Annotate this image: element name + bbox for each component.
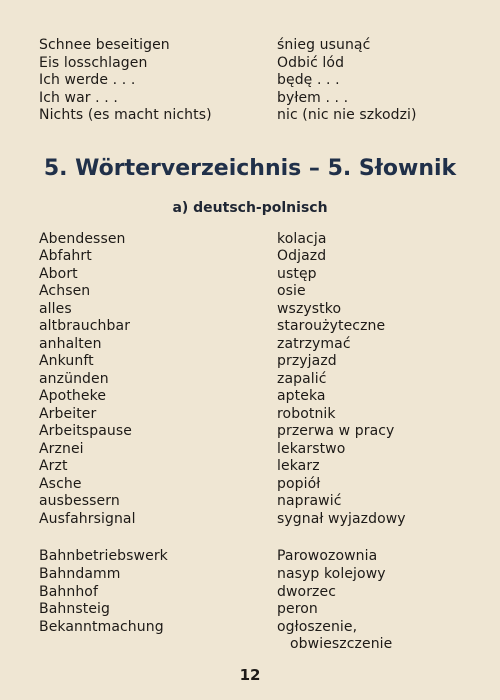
german-word: Achsen	[39, 283, 91, 299]
german-word: anhalten	[39, 336, 102, 352]
polish-word: zapalić	[277, 371, 327, 387]
polish-word: starоużyteczne	[277, 318, 386, 334]
vocab-row	[0, 301, 500, 318]
polish-word: apteka	[277, 388, 326, 404]
vocab-row	[0, 619, 500, 636]
vocab-row	[0, 441, 500, 458]
german-word: anzünden	[39, 371, 109, 387]
phrase-row	[0, 107, 500, 124]
vocab-row	[0, 266, 500, 283]
section-title: 5. Wörterverzeichnis – 5. Słownik	[43, 156, 457, 181]
vocab-row	[0, 601, 500, 618]
phrase-row	[0, 55, 500, 72]
german-word: Abendessen	[39, 231, 126, 247]
phrase-row	[0, 90, 500, 107]
polish-word: naprawić	[277, 493, 342, 509]
german-word: Bahnsteig	[39, 601, 111, 617]
polish-word: sygnał wyjazdowy	[277, 511, 406, 527]
vocab-row	[0, 388, 500, 405]
polish-word: robotnik	[277, 406, 336, 422]
polish-word: przyjazd	[277, 353, 337, 369]
phrase-german: Ich werde . . .	[39, 72, 136, 88]
german-word: altbrauchbar	[39, 318, 131, 334]
vocab-row-continuation	[0, 636, 500, 653]
polish-word: obwieszczenie	[290, 636, 393, 652]
vocab-row	[0, 493, 500, 510]
vocab-row	[0, 458, 500, 475]
polish-word: osie	[277, 283, 306, 299]
vocab-row	[0, 584, 500, 601]
phrase-row	[0, 37, 500, 54]
phrase-polish: Odbić lód	[277, 55, 345, 71]
german-word: Arzt	[39, 458, 68, 474]
polish-word: ogłoszenie,	[277, 619, 358, 635]
vocab-row	[0, 336, 500, 353]
german-word: Asche	[39, 476, 82, 492]
polish-word: peron	[277, 601, 318, 617]
german-word: Ankunft	[39, 353, 94, 369]
subsection-title: a) deutsch-polnisch	[172, 200, 328, 216]
german-word: Bekanntmachung	[39, 619, 164, 635]
polish-word: lekarstwo	[277, 441, 346, 457]
german-word: Bahnbetriebswerk	[39, 548, 168, 564]
polish-word: nasyp kolejowy	[277, 566, 386, 582]
german-word: Bahnhof	[39, 584, 98, 600]
polish-word: dworzec	[277, 584, 337, 600]
phrase-german: Nichts (es macht nichts)	[39, 107, 212, 123]
vocab-row	[0, 423, 500, 440]
page-number: 12	[239, 666, 261, 684]
phrase-german: Eis losschlagen	[39, 55, 148, 71]
phrase-polish: byłem . . .	[277, 90, 349, 106]
german-word: Apotheke	[39, 388, 107, 404]
vocab-row	[0, 511, 500, 528]
polish-word: Parowozownia	[277, 548, 378, 564]
vocab-row	[0, 476, 500, 493]
vocab-row	[0, 548, 500, 565]
phrase-polish: będę . . .	[277, 72, 340, 88]
german-word: ausbessern	[39, 493, 120, 509]
german-word: Arbeitspause	[39, 423, 132, 439]
german-word: Arbeiter	[39, 406, 97, 422]
phrase-german: Schnee beseitigen	[39, 37, 170, 53]
vocab-row	[0, 371, 500, 388]
polish-word: przerwa w pracy	[277, 423, 395, 439]
vocab-row	[0, 353, 500, 370]
polish-word: zatrzymać	[277, 336, 351, 352]
vocab-row	[0, 248, 500, 265]
polish-word: popiół	[277, 476, 321, 492]
german-word: Ausfahrsignal	[39, 511, 136, 527]
german-word: alles	[39, 301, 72, 317]
polish-word: kolacja	[277, 231, 327, 247]
vocab-row	[0, 283, 500, 300]
vocab-row	[0, 318, 500, 335]
polish-word: Odjazd	[277, 248, 327, 264]
german-word: Arznei	[39, 441, 84, 457]
polish-word: wszystko	[277, 301, 342, 317]
phrase-german: Ich war . . .	[39, 90, 118, 106]
polish-word: ustęp	[277, 266, 317, 282]
phrase-row	[0, 72, 500, 89]
vocab-row	[0, 406, 500, 423]
vocab-row	[0, 231, 500, 248]
phrase-polish: nic (nic nie szkodzi)	[277, 107, 417, 123]
german-word: Bahndamm	[39, 566, 121, 582]
phrase-polish: śnieg usunąć	[277, 37, 371, 53]
vocab-row	[0, 566, 500, 583]
german-word: Abfahrt	[39, 248, 92, 264]
german-word: Abort	[39, 266, 78, 282]
polish-word: lekarz	[277, 458, 320, 474]
